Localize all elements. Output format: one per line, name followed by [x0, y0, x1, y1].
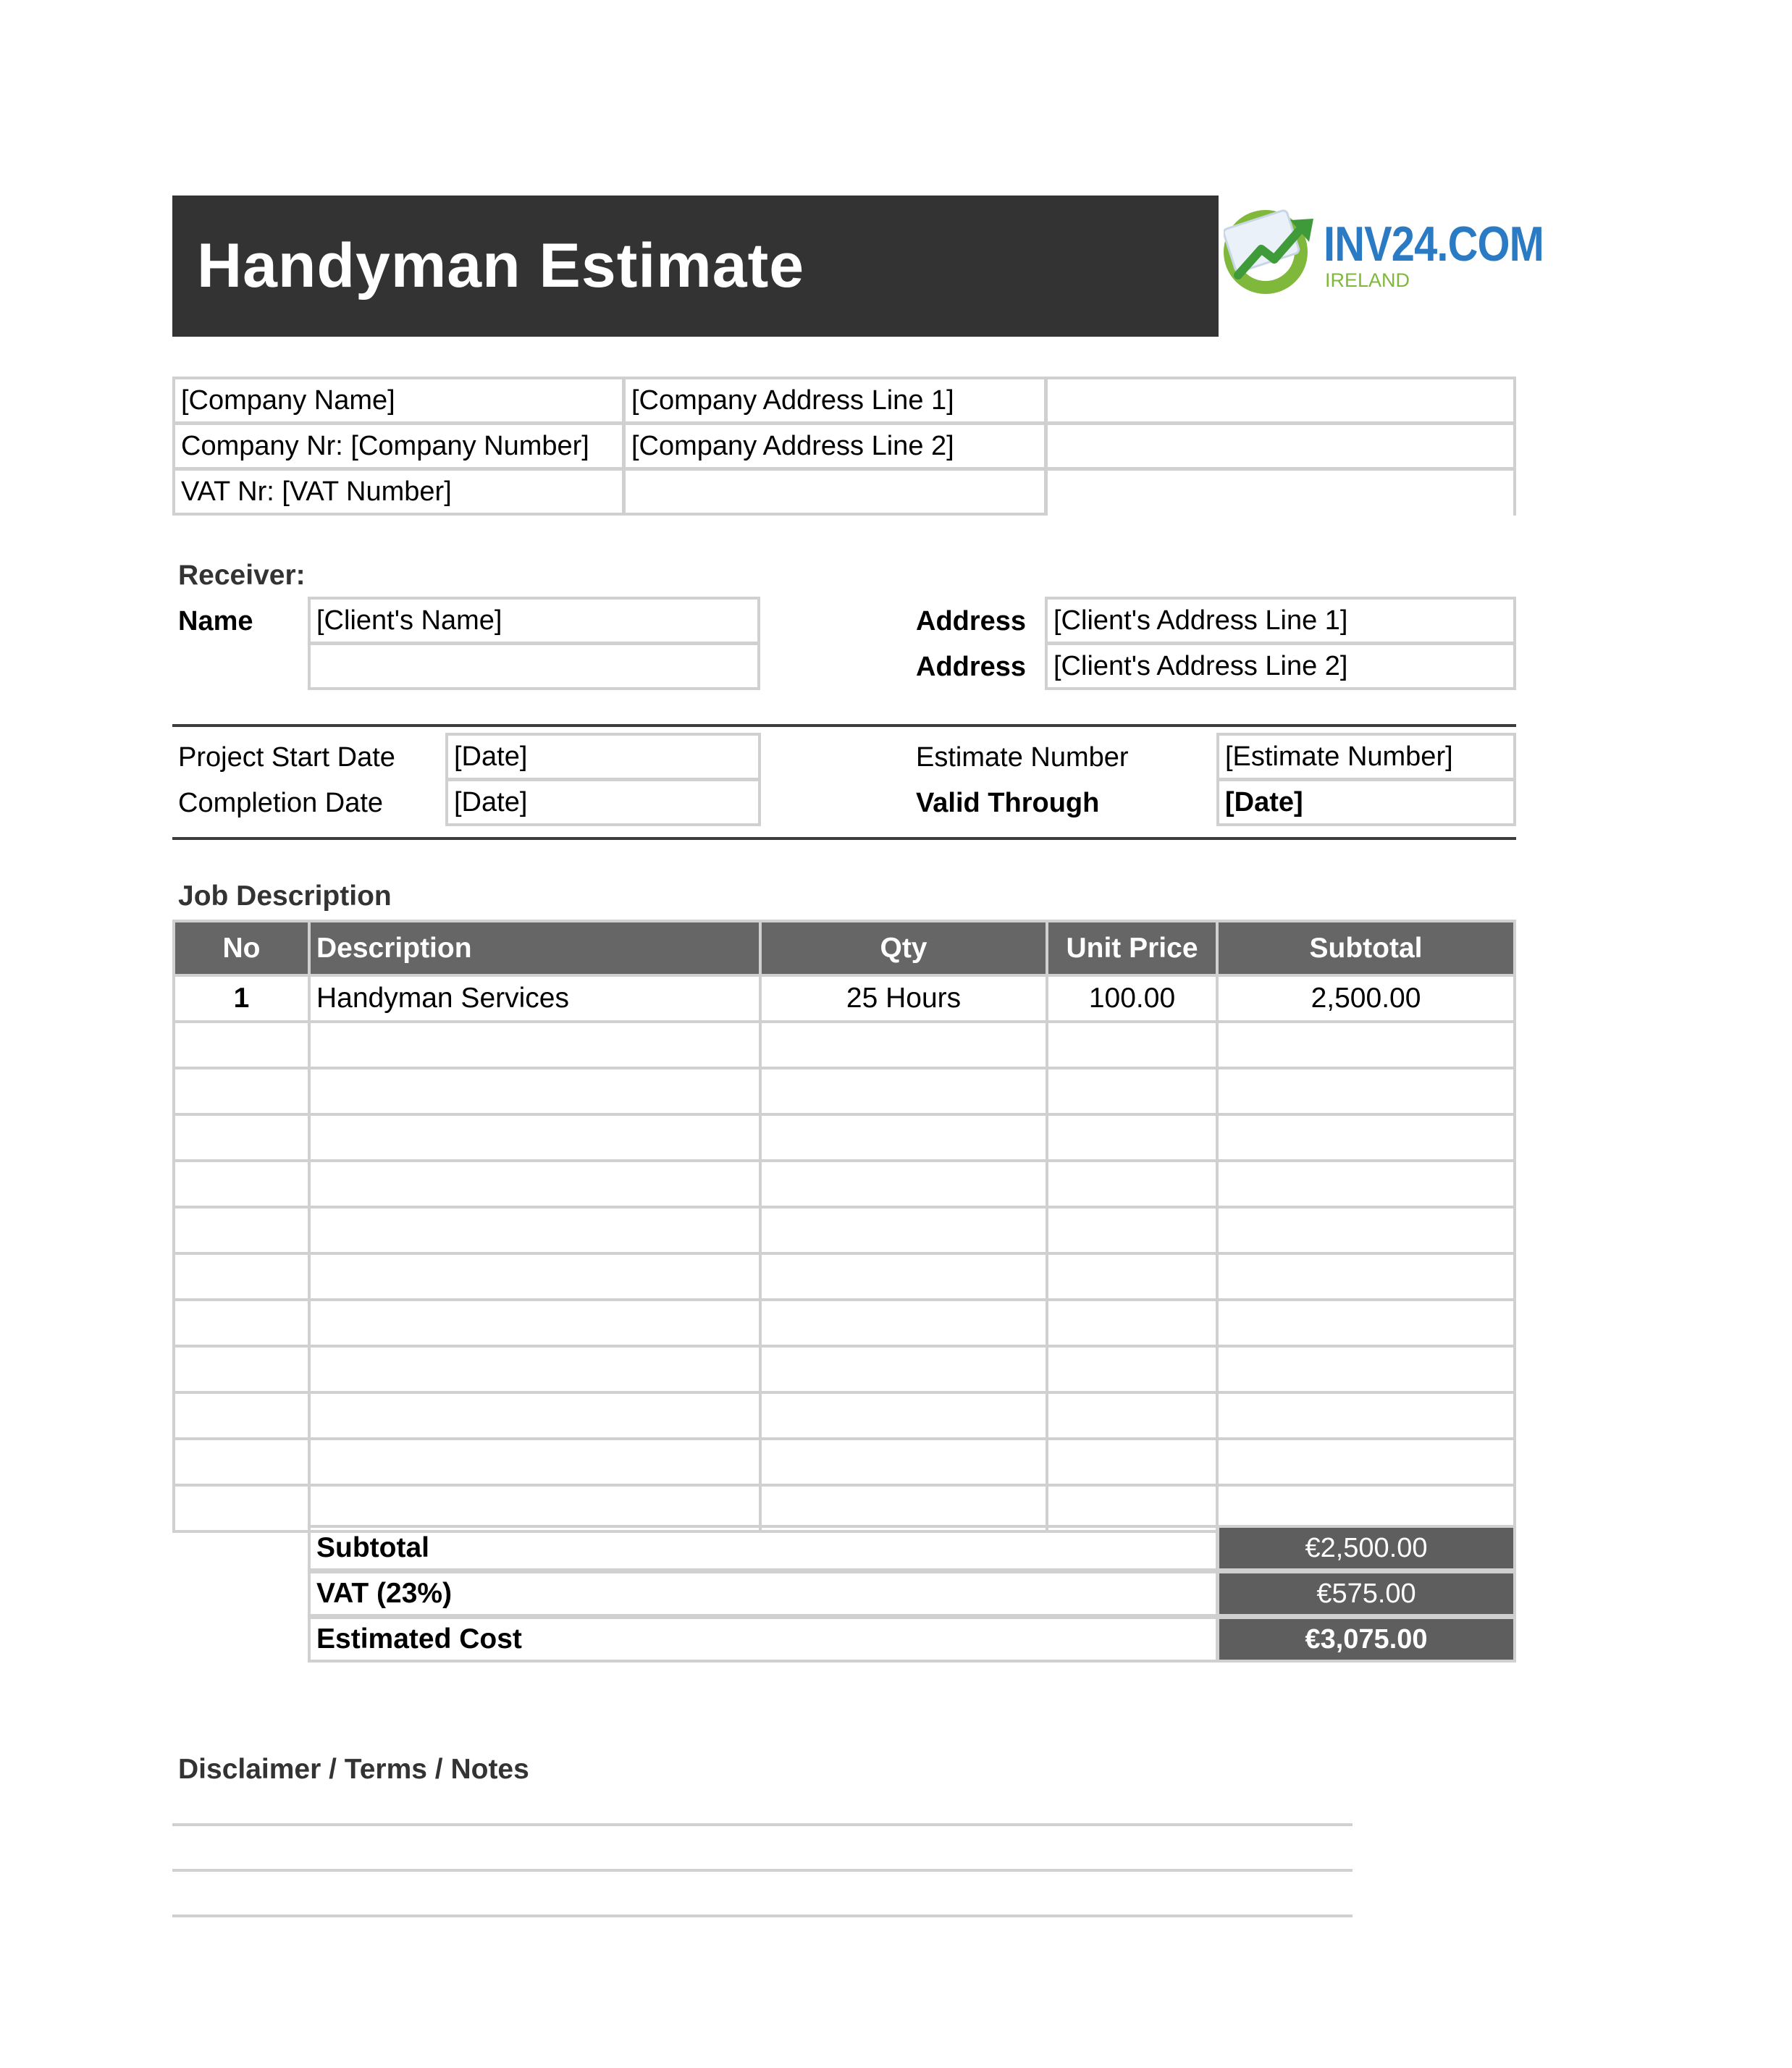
logo-subtext: IRELAND [1325, 269, 1410, 291]
company-address-1-field[interactable]: [Company Address Line 1] [623, 377, 1047, 424]
table-row [174, 1253, 1515, 1300]
row-subtotal-cell[interactable] [1217, 1439, 1515, 1485]
project-start-field[interactable]: [Date] [445, 733, 761, 781]
estimated-cost-label: Estimated Cost [308, 1616, 1219, 1663]
company-address-3-field[interactable] [623, 468, 1047, 516]
row-subtotal-cell[interactable] [1217, 1207, 1515, 1253]
vat-value: €575.00 [1216, 1571, 1516, 1617]
table-row [174, 1022, 1515, 1068]
col-no-header: No [174, 921, 309, 975]
company-address-2-field[interactable]: [Company Address Line 2] [623, 422, 1047, 470]
row-subtotal-cell[interactable] [1217, 1022, 1515, 1068]
valid-through-label: Valid Through [916, 788, 1100, 818]
row-no-cell[interactable] [174, 1439, 309, 1485]
company-extra-3-field[interactable] [1045, 468, 1516, 516]
row-no-cell[interactable] [174, 1253, 309, 1300]
row-unit-price-cell[interactable]: 100.00 [1047, 975, 1217, 1022]
row-description-cell[interactable] [309, 1022, 760, 1068]
notes-line-1[interactable] [172, 1823, 1353, 1826]
row-subtotal-cell[interactable]: 2,500.00 [1217, 975, 1515, 1022]
job-table [172, 920, 1516, 1533]
row-description-cell[interactable] [309, 1392, 760, 1439]
row-subtotal-cell[interactable] [1217, 1346, 1515, 1392]
row-no-cell[interactable] [174, 1346, 309, 1392]
table-row [174, 1300, 1515, 1346]
notes-line-2[interactable] [172, 1869, 1353, 1872]
completion-date-label: Completion Date [178, 788, 384, 818]
estimate-number-label: Estimate Number [916, 742, 1129, 773]
table-row [174, 1114, 1515, 1161]
row-qty-cell[interactable]: 25 Hours [760, 975, 1047, 1022]
logo-text: INV24.COM [1324, 217, 1544, 272]
col-subtotal-header: Subtotal [1217, 921, 1515, 975]
completion-date-field[interactable]: [Date] [445, 778, 761, 826]
client-address-1-label: Address [916, 606, 1027, 636]
col-description-header: Description [309, 921, 760, 975]
subtotal-label: Subtotal [308, 1525, 1219, 1571]
notes-line-3[interactable] [172, 1914, 1353, 1917]
row-subtotal-cell[interactable] [1217, 1300, 1515, 1346]
row-description-cell[interactable] [309, 1207, 760, 1253]
table-row [174, 1207, 1515, 1253]
row-unit-price-cell[interactable] [1047, 1346, 1217, 1392]
row-qty-cell[interactable] [760, 1114, 1047, 1161]
row-description-cell[interactable] [309, 1346, 760, 1392]
client-name-label: Name [178, 606, 253, 636]
page-title: Handyman Estimate [197, 231, 805, 300]
client-address-2-field[interactable]: [Client's Address Line 2] [1045, 642, 1516, 690]
estimated-cost-value: €3,075.00 [1216, 1616, 1516, 1663]
row-qty-cell[interactable] [760, 1161, 1047, 1207]
row-subtotal-cell[interactable] [1217, 1161, 1515, 1207]
job-description-heading: Job Description [178, 880, 392, 912]
row-unit-price-cell[interactable] [1047, 1300, 1217, 1346]
table-row [174, 1068, 1515, 1114]
client-name-field[interactable]: [Client's Name] [308, 597, 760, 644]
row-unit-price-cell[interactable] [1047, 1022, 1217, 1068]
row-qty-cell[interactable] [760, 1022, 1047, 1068]
row-no-cell[interactable] [174, 1114, 309, 1161]
row-unit-price-cell[interactable] [1047, 1161, 1217, 1207]
client-address-2-label: Address [916, 652, 1027, 682]
row-unit-price-cell[interactable] [1047, 1207, 1217, 1253]
divider-top [172, 724, 1516, 727]
row-no-cell[interactable] [174, 1207, 309, 1253]
vat-label: VAT (23%) [308, 1571, 1219, 1617]
row-qty-cell[interactable] [760, 1392, 1047, 1439]
row-no-cell[interactable] [174, 1068, 309, 1114]
project-start-label: Project Start Date [178, 742, 395, 773]
company-number-field[interactable]: Company Nr: [Company Number] [172, 422, 625, 470]
row-no-cell[interactable] [174, 1485, 309, 1531]
row-unit-price-cell[interactable] [1047, 1439, 1217, 1485]
row-description-cell[interactable] [309, 1161, 760, 1207]
table-row [174, 1392, 1515, 1439]
row-description-cell[interactable]: Handyman Services [309, 975, 760, 1022]
row-subtotal-cell[interactable] [1217, 1253, 1515, 1300]
row-no-cell[interactable] [174, 1392, 309, 1439]
company-extra-2-field[interactable] [1045, 422, 1516, 470]
row-unit-price-cell[interactable] [1047, 1392, 1217, 1439]
row-no-cell[interactable]: 1 [174, 975, 309, 1022]
row-unit-price-cell[interactable] [1047, 1114, 1217, 1161]
row-no-cell[interactable] [174, 1300, 309, 1346]
row-qty-cell[interactable] [760, 1439, 1047, 1485]
row-qty-cell[interactable] [760, 1068, 1047, 1114]
client-name-extra-field[interactable] [308, 642, 760, 690]
row-no-cell[interactable] [174, 1161, 309, 1207]
table-row [174, 975, 1515, 1022]
row-qty-cell[interactable] [760, 1253, 1047, 1300]
row-subtotal-cell[interactable] [1217, 1068, 1515, 1114]
row-description-cell[interactable] [309, 1114, 760, 1161]
notes-heading: Disclaimer / Terms / Notes [178, 1754, 529, 1785]
row-unit-price-cell[interactable] [1047, 1068, 1217, 1114]
table-row [174, 1439, 1515, 1485]
row-subtotal-cell[interactable] [1217, 1392, 1515, 1439]
row-description-cell[interactable] [309, 1068, 760, 1114]
valid-through-field[interactable]: [Date] [1216, 778, 1516, 826]
job-table-header [174, 921, 1515, 975]
col-unit-price-header: Unit Price [1047, 921, 1217, 975]
row-qty-cell[interactable] [760, 1207, 1047, 1253]
row-description-cell[interactable] [309, 1439, 760, 1485]
client-address-1-field[interactable]: [Client's Address Line 1] [1045, 597, 1516, 644]
divider-bottom [172, 837, 1516, 840]
row-subtotal-cell[interactable] [1217, 1114, 1515, 1161]
col-qty-header: Qty [760, 921, 1047, 975]
row-qty-cell[interactable] [760, 1346, 1047, 1392]
company-extra-1-field[interactable] [1045, 377, 1516, 424]
estimate-number-field[interactable]: [Estimate Number] [1216, 733, 1516, 781]
table-row [174, 1346, 1515, 1392]
receiver-heading: Receiver: [178, 560, 306, 591]
vat-number-field[interactable]: VAT Nr: [VAT Number] [172, 468, 625, 516]
table-row [174, 1161, 1515, 1207]
row-unit-price-cell[interactable] [1047, 1253, 1217, 1300]
row-no-cell[interactable] [174, 1022, 309, 1068]
company-name-field[interactable]: [Company Name] [172, 377, 625, 424]
subtotal-value: €2,500.00 [1216, 1525, 1516, 1571]
row-description-cell[interactable] [309, 1253, 760, 1300]
row-qty-cell[interactable] [760, 1300, 1047, 1346]
row-description-cell[interactable] [309, 1300, 760, 1346]
